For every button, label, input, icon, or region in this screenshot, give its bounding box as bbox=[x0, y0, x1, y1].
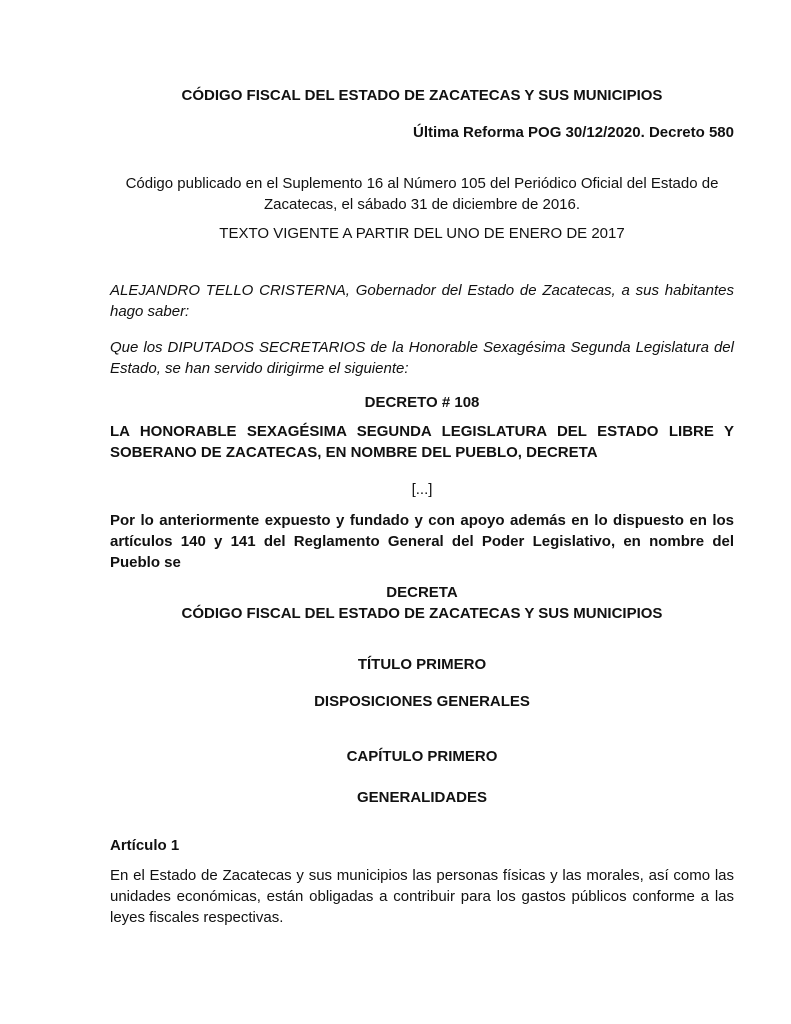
document-title: CÓDIGO FISCAL DEL ESTADO DE ZACATECAS Y SUS MUNICIPIOS bbox=[181, 87, 663, 104]
effective-date-note: TEXTO VIGENTE A PARTIR DEL UNO DE ENERO DE 2017 bbox=[219, 225, 625, 242]
disposiciones-generales-heading: DISPOSICIONES GENERALES bbox=[314, 693, 530, 710]
decreta-heading: DECRETA bbox=[386, 584, 458, 601]
titulo-primero-heading: TÍTULO PRIMERO bbox=[357, 656, 487, 673]
legislature-decree-statement: LA HONORABLE SEXAGÉSIMA SEGUNDA LEGISLATURA DEL ESTADO LIBRE Y SOBERANO DE ZACATECAS, EN NOMBRE DEL PUEBLO, DECRETA bbox=[110, 423, 734, 461]
publication-note: Código publicado en el Suplemento 16 al Número 105 del Periódico Oficial del Estado de Zacatecas, el sábado 31 de diciembre de 2016. bbox=[125, 175, 719, 213]
code-title-heading: CÓDIGO FISCAL DEL ESTADO DE ZACATECAS Y SUS MUNICIPIOS bbox=[181, 605, 663, 622]
omitted-text-marker: [...] bbox=[411, 481, 433, 498]
secretaries-paragraph: Que los DIPUTADOS SECRETARIOS de la Honorable Sexagésima Segunda Legislatura del Estado, se han servido dirigirme el siguiente: bbox=[110, 339, 734, 377]
decree-number-heading: DECRETO # 108 bbox=[364, 394, 480, 411]
articulo-1-body: En el Estado de Zacatecas y sus municipios las personas físicas y las morales, así como las unidades económicas, están obligadas a contribuir para los gastos públicos conforme a las leyes fiscales respectivas. bbox=[110, 867, 734, 926]
decree-grounds-paragraph: Por lo anteriormente expuesto y fundado y con apoyo además en lo dispuesto en los artículos 140 y 141 del Reglamento General del Poder Legislativo, en nombre del Pueblo se bbox=[110, 512, 734, 571]
articulo-1-heading: Artículo 1 bbox=[110, 837, 180, 854]
governor-paragraph: ALEJANDRO TELLO CRISTERNA, Gobernador del Estado de Zacatecas, a sus habitantes hago saber: bbox=[110, 282, 734, 320]
capitulo-primero-heading: CAPÍTULO PRIMERO bbox=[346, 748, 498, 765]
last-reform-note: Última Reforma POG 30/12/2020. Decreto 580 bbox=[413, 124, 734, 141]
generalidades-heading: GENERALIDADES bbox=[356, 789, 487, 806]
decreta-block bbox=[110, 582, 734, 624]
